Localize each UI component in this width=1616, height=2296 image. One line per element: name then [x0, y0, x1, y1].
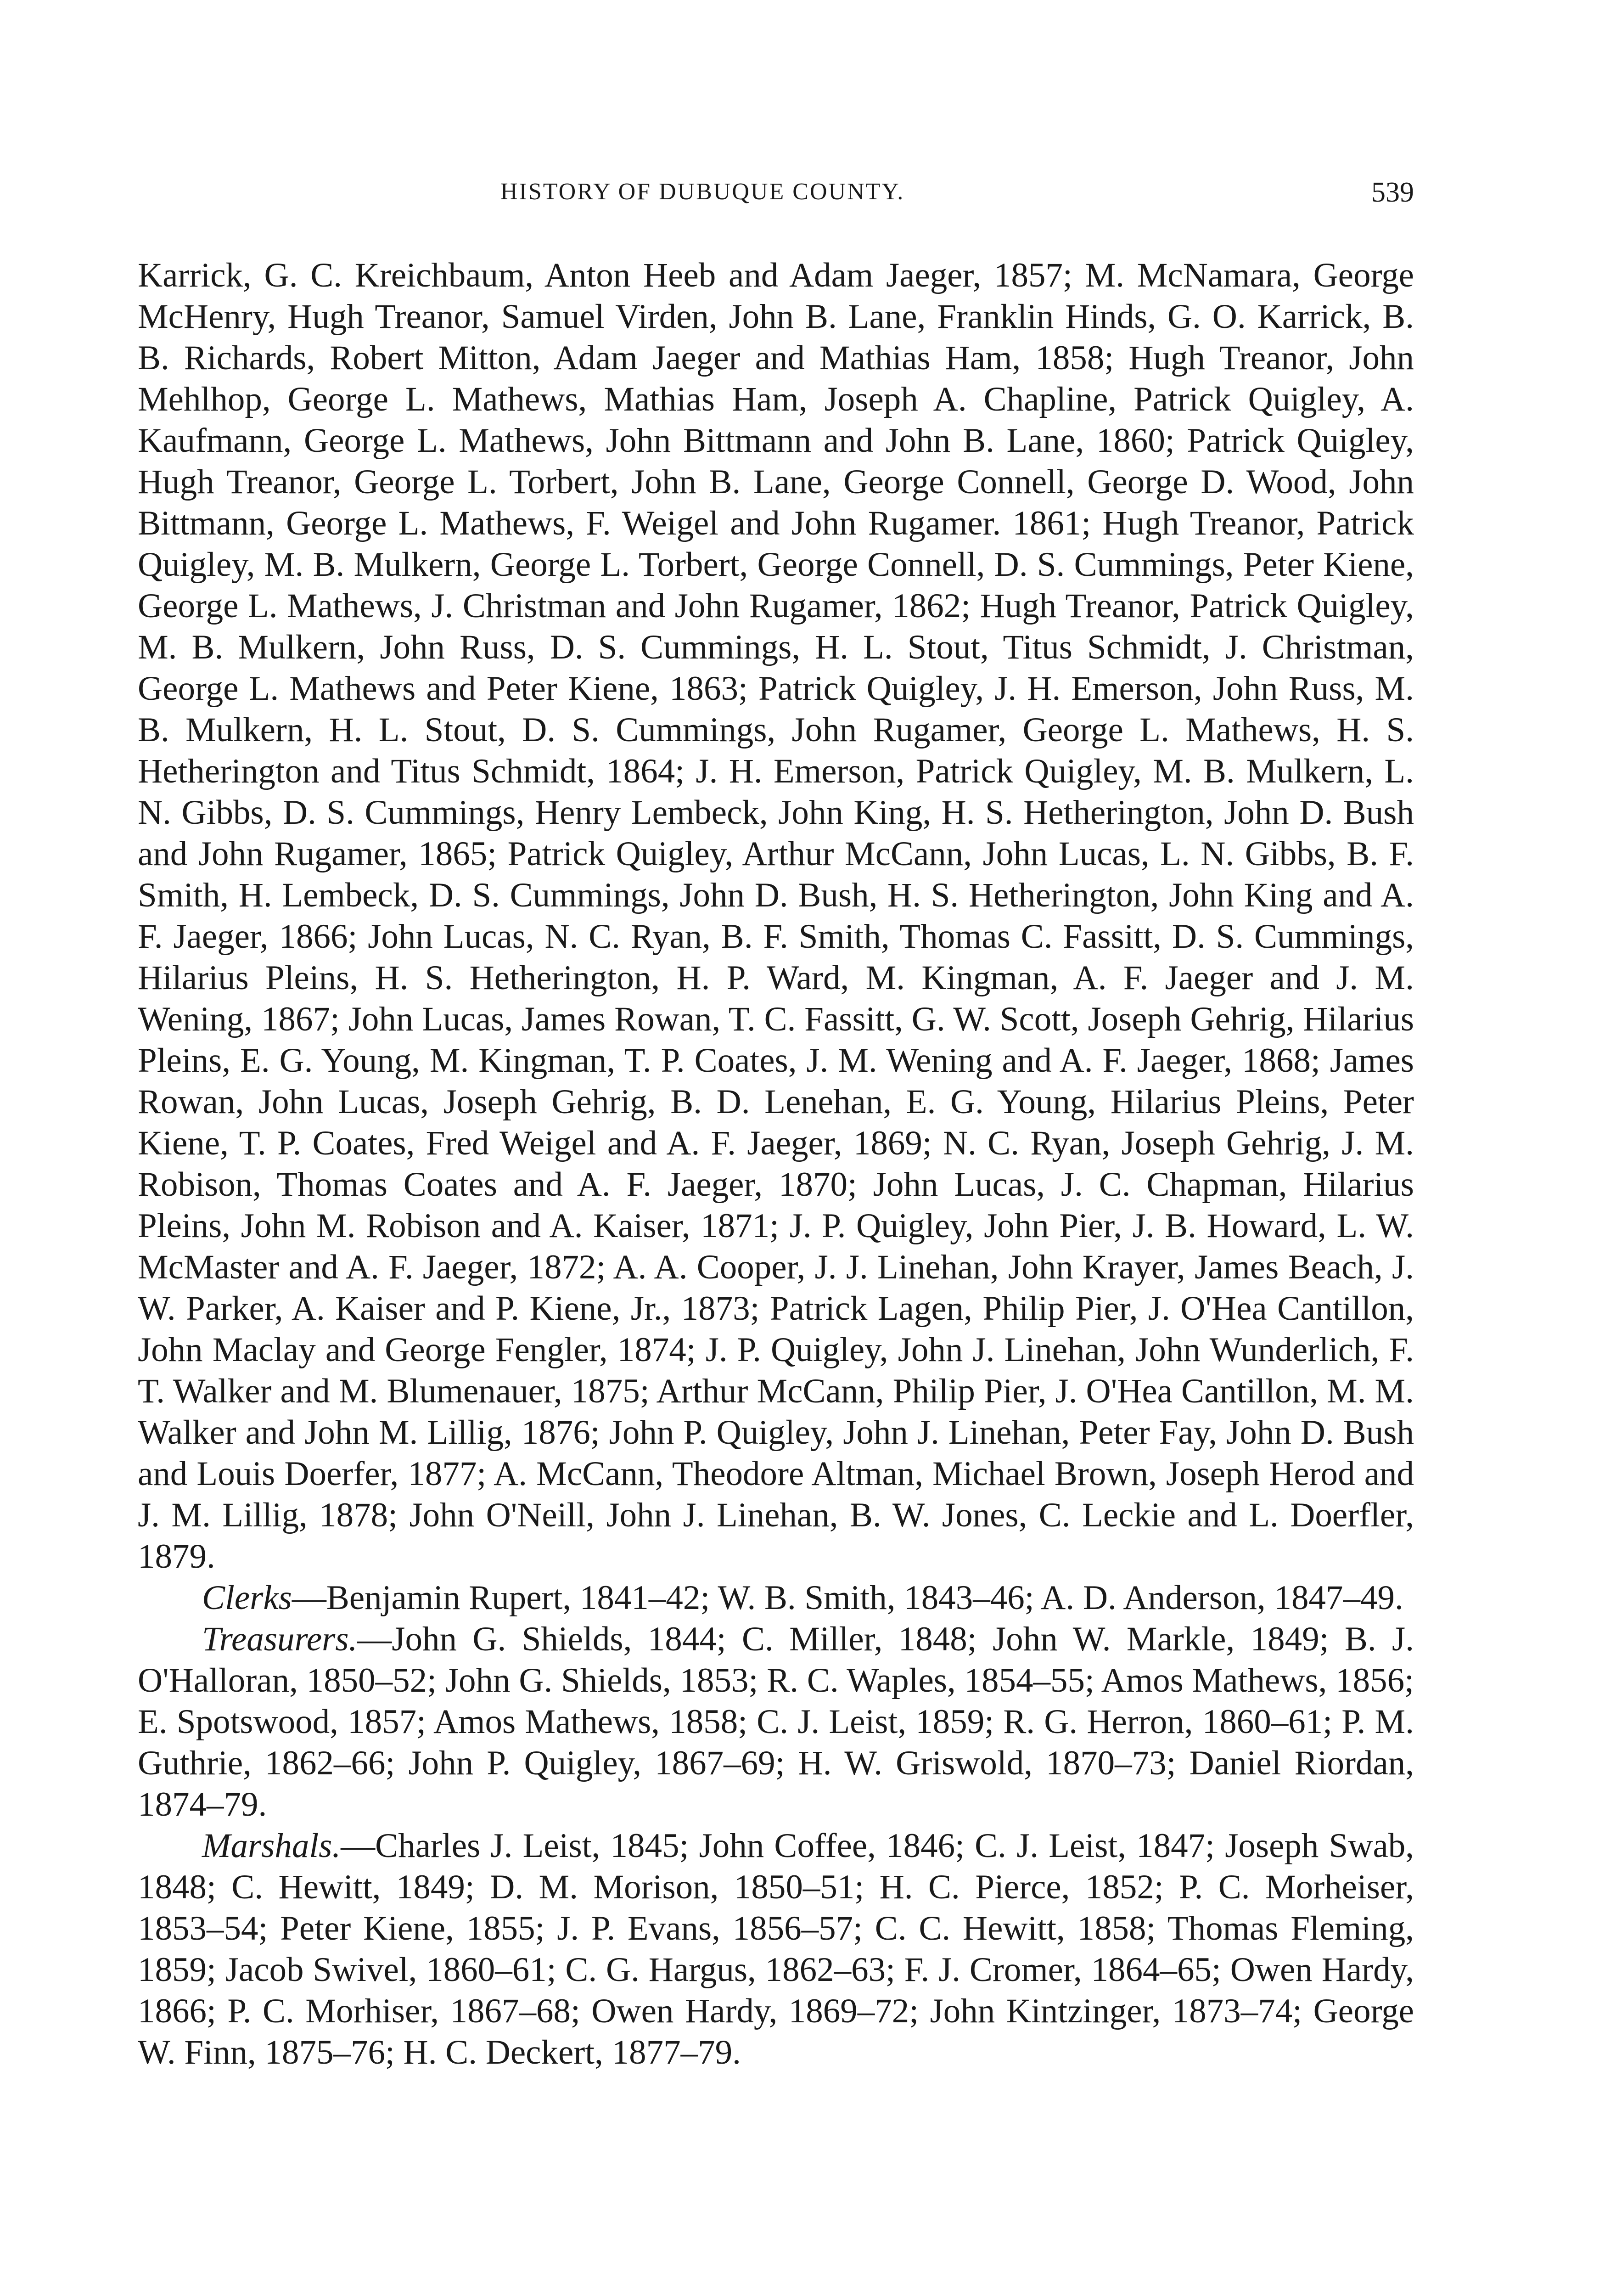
treasurers-heading: Treasurers.: [202, 1620, 358, 1658]
marshals-heading: Marshals.: [202, 1827, 341, 1865]
clerks-heading: Clerks: [202, 1579, 292, 1617]
council-members-paragraph: Karrick, G. C. Kreichbaum, Anton Heeb and Adam Jaeger, 1857; M. McNamara, George McHenry, Hugh Treanor, Samuel Virden, John B. Lane, Franklin Hinds, G. O. Karrick, B. B. Richards, Robert Mitton, Adam Jaeger and Mathias Ham, 1858; Hugh Treanor, John Mehlhop, George L. Mathews, Mathias Ham, Joseph A. Chapline, Patrick Quigley, A. Kaufmann, George L. Mathews, John Bittmann and John B. Lane, 1860; Patrick Quigley, Hugh Treanor, George L. Torbert, John B. Lane, George Connell, George D. Wood, John Bittmann, George L. Mathews, F. Weigel and John Rugamer. 1861; Hugh Treanor, Patrick Quigley, M. B. Mulkern, George L. Torbert, George Connell, D. S. Cummings, Peter Kiene, George L. Mathews, J. Christman and John Rugamer, 1862; Hugh Treanor, Patrick Quigley, M. B. Mulkern, John Russ, D. S. Cummings, H. L. Stout, Titus Schmidt, J. Christman, George L. Mathews and Peter Kiene, 1863; Patrick Quigley, J. H. Emerson, John Russ, M. B. Mulkern, H. L. Stout, D. S. Cummings, John Rugamer, George L. Mathews, H. S. Hetherington and Titus Schmidt, 1864; J. H. Emerson, Patrick Quigley, M. B. Mulkern, L. N. Gibbs, D. S. Cummings, Henry Lembeck, John King, H. S. Hetherington, John D. Bush and John Rugamer, 1865; Patrick Quigley, Arthur McCann, John Lucas, L. N. Gibbs, B. F. Smith, H. Lembeck, D. S. Cummings, John D. Bush, H. S. Hetherington, John King and A. F. Jaeger, 1866; John Lucas, N. C. Ryan, B. F. Smith, Thomas C. Fassitt, D. S. Cummings, Hilarius Pleins, H. S. Hetherington, H. P. Ward, M. Kingman, A. F. Jaeger and J. M. Wening, 1867; John Lucas, James Rowan, T. C. Fassitt, G. W. Scott, Joseph Gehrig, Hilarius Pleins, E. G. Young, M. Kingman, T. P. Coates, J. M. Wening and A. F. Jaeger, 1868; James Rowan, John Lucas, Joseph Gehrig, B. D. Lenehan, E. G. Young, Hilarius Pleins, Peter Kiene, T. P. Coates, Fred Weigel and A. F. Jaeger, 1869; N. C. Ryan, Joseph Gehrig, J. M. Robison, Thomas Coates and A. F. Jaeger, 1870; John Lucas, J. C. Chapman, Hilarius Pleins, John M. Robison and A. Kaiser, 1871; J. P. Quigley, John Pier, J. B. Howard, L. W. McMaster and A. F. Jaeger, 1872; A. A. Cooper, J. J. Linehan, John Krayer, James Beach, J. W. Parker, A. Kaiser and P. Kiene, Jr., 1873; Patrick Lagen, Philip Pier, J. O'Hea Cantillon, John Maclay and George Fengler, 1874; J. P. Quigley, John J. Linehan, John Wunderlich, F. T. Walker and M. Blumenauer, 1875; Arthur McCann, Philip Pier, J. O'Hea Cantillon, M. M. Walker and John M. Lillig, 1876; John P. Quigley, John J. Linehan, Peter Fay, John D. Bush and Louis Doerfer, 1877; A. McCann, Theodore Altman, Michael Brown, Joseph Herod and J. M. Lillig, 1878; John O'Neill, John J. Linehan, B. W. Jones, C. Leckie and L. Doerfler, 1879.: [138, 256, 1414, 1576]
body-text: [138, 255, 1414, 2073]
running-head-title: HISTORY OF DUBUQUE COUNTY.: [500, 179, 905, 205]
marshals-paragraph: [138, 1825, 1414, 2073]
clerks-text: —Benjamin Rupert, 1841–42; W. B. Smith, 1843–46; A. D. Anderson, 1847–49.: [292, 1579, 1403, 1617]
treasurers-text: —John G. Shields, 1844; C. Miller, 1848; John W. Markle, 1849; B. J. O'Halloran, 1850–52; John G. Shields, 1853; R. C. Waples, 1854–55; Amos Mathews, 1856; E. Spotswood, 1857; Amos Mathews, 1858; C. J. Leist, 1859; R. G. Herron, 1860–61; P. M. Guthrie, 1862–66; John P. Quigley, 1867–69; H. W. Griswold, 1870–73; Daniel Riordan, 1874–79.: [138, 1620, 1414, 1823]
clerks-paragraph: [138, 1577, 1414, 1619]
marshals-text: —Charles J. Leist, 1845; John Coffee, 1846; C. J. Leist, 1847; Joseph Swab, 1848; C. Hewitt, 1849; D. M. Morison, 1850–51; H. C. Pierce, 1852; P. C. Morheiser, 1853–54; Peter Kiene, 1855; J. P. Evans, 1856–57; C. C. Hewitt, 1858; Thomas Fleming, 1859; Jacob Swivel, 1860–61; C. G. Hargus, 1862–63; F. J. Cromer, 1864–65; Owen Hardy, 1866; P. C. Morhiser, 1867–68; Owen Hardy, 1869–72; John Kintzinger, 1873–74; George W. Finn, 1875–76; H. C. Deckert, 1877–79.: [138, 1827, 1414, 2071]
treasurers-paragraph: [138, 1619, 1414, 1825]
page-number: 539: [1371, 177, 1414, 208]
